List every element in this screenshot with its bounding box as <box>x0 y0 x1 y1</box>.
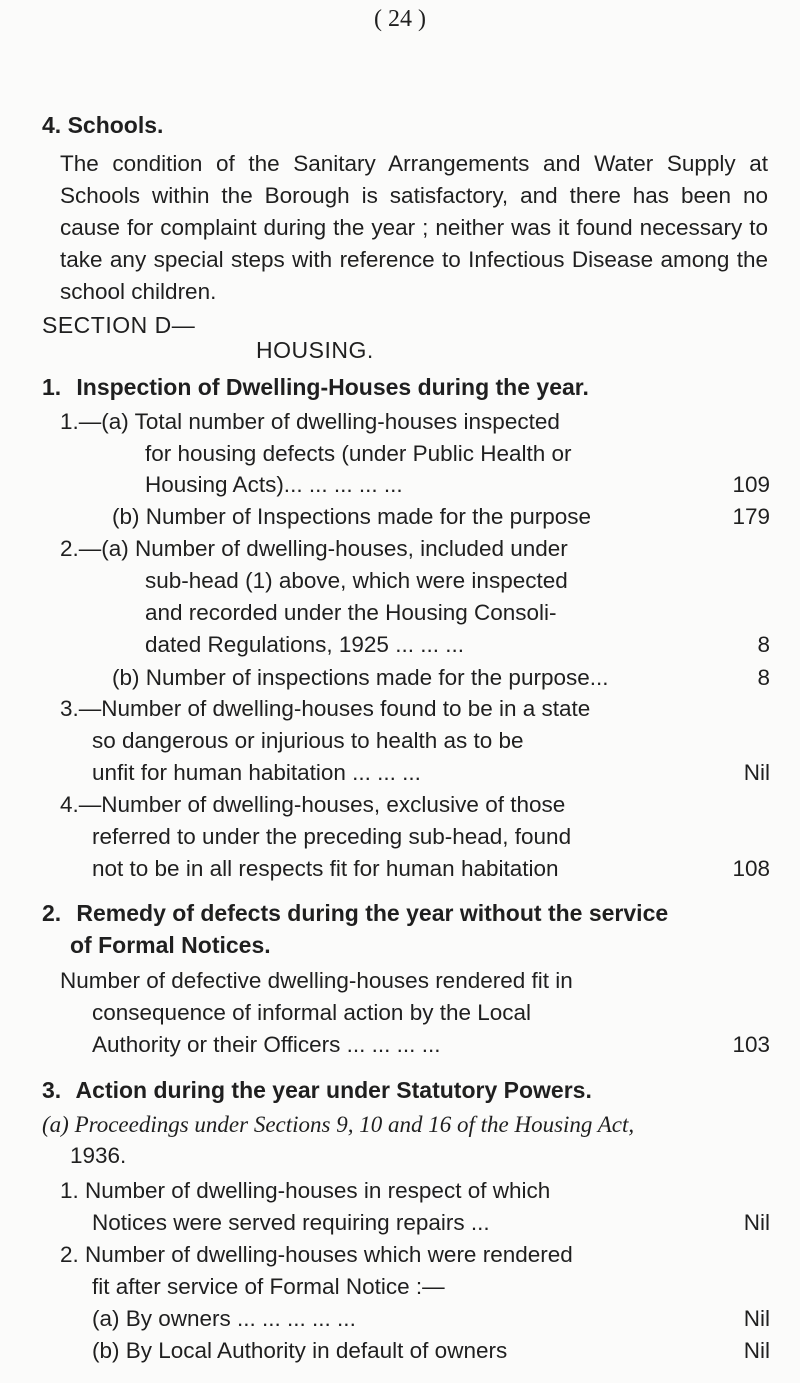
i2b-text: (b) Number of inspections made for the purpose... <box>112 665 609 690</box>
page-number: ( 24 ) <box>374 6 426 32</box>
i3-value: Nil <box>743 760 770 785</box>
remedy-line3: Authority or their Officers ... ... ... ... <box>92 1032 441 1057</box>
i2b-value: 8 <box>757 665 770 690</box>
section-label: SECTION D— <box>42 312 196 338</box>
i4-line2: referred to under the preceding sub-head, found <box>92 824 572 849</box>
i3-line2: so dangerous or injurious to health as to be <box>92 728 524 753</box>
action-n2b-value: Nil <box>743 1338 770 1363</box>
i4-value: 108 <box>732 856 770 881</box>
action-n2a-text: (a) By owners ... ... ... ... ... <box>92 1306 356 1331</box>
inspection-heading-row <box>42 374 589 401</box>
remedy-value: 103 <box>732 1032 770 1057</box>
action-n2b-text: (b) By Local Authority in default of owners <box>92 1338 508 1363</box>
i3-line1: 3.—Number of dwelling-houses found to be in a state <box>60 696 591 721</box>
action-n1-value: Nil <box>743 1210 770 1235</box>
i2a-line2: sub-head (1) above, which were inspected <box>145 568 568 593</box>
i4-line1: 4.—Number of dwelling-houses, exclusive of those <box>60 792 566 817</box>
action-sub-a-line2: 1936. <box>70 1143 127 1168</box>
action-n2-line1: 2. Number of dwelling-houses which were rendered <box>60 1242 573 1267</box>
action-n2-line2: fit after service of Formal Notice :— <box>92 1274 445 1299</box>
i2a-line4: dated Regulations, 1925 ... ... ... <box>145 632 464 657</box>
i1a-line3: Housing Acts)... ... ... ... ... <box>145 472 403 497</box>
schools-paragraph: The condition of the Sanitary Arrangements and Water Supply at Schools within the Borough is satisfactory, and there has been no cause for complaint during the year ; neither was it found necessary to take any special steps with reference to Infectious Disease among the school children. <box>60 151 768 304</box>
action-number: 3. <box>42 1077 62 1103</box>
action-n1-line2: Notices were served requiring repairs ... <box>92 1210 490 1235</box>
i1b-value: 179 <box>732 504 770 529</box>
inspection-heading: Inspection of Dwelling-Houses during the year. <box>76 374 589 400</box>
i1b-text: (b) Number of Inspections made for the purpose <box>112 504 591 529</box>
i1a-value: 109 <box>732 472 770 497</box>
remedy-line2: consequence of informal action by the Local <box>92 1000 532 1025</box>
remedy-heading-line1: Remedy of defects during the year without the service <box>76 900 669 926</box>
inspection-number: 1. <box>42 374 62 400</box>
remedy-line1: Number of defective dwelling-houses rendered fit in <box>60 968 573 993</box>
i4-line3: not to be in all respects fit for human habitation <box>92 856 559 881</box>
i1a-line2: for housing defects (under Public Health or <box>145 441 572 466</box>
action-n2a-value: Nil <box>743 1306 770 1331</box>
i3-line3: unfit for human habitation ... ... ... <box>92 760 421 785</box>
remedy-number: 2. <box>42 900 62 926</box>
action-heading-row <box>42 1077 592 1104</box>
i2a-line1: 2.—(a) Number of dwelling-houses, included under <box>60 536 568 561</box>
i1a-line1: 1.—(a) Total number of dwelling-houses inspected <box>60 409 560 434</box>
section-title: HOUSING. <box>256 337 374 363</box>
schools-heading: 4. Schools. <box>42 112 164 138</box>
action-n1-line1: 1. Number of dwelling-houses in respect of which <box>60 1178 551 1203</box>
i2a-value: 8 <box>757 632 770 657</box>
remedy-heading-line2: of Formal Notices. <box>70 932 271 958</box>
remedy-heading-row <box>42 900 668 927</box>
i2a-line3: and recorded under the Housing Consoli- <box>145 600 557 625</box>
action-heading: Action during the year under Statutory Powers. <box>75 1077 592 1103</box>
action-sub-a-line1: (a) Proceedings under Sections 9, 10 and 16 of the Housing Act, <box>42 1112 635 1137</box>
